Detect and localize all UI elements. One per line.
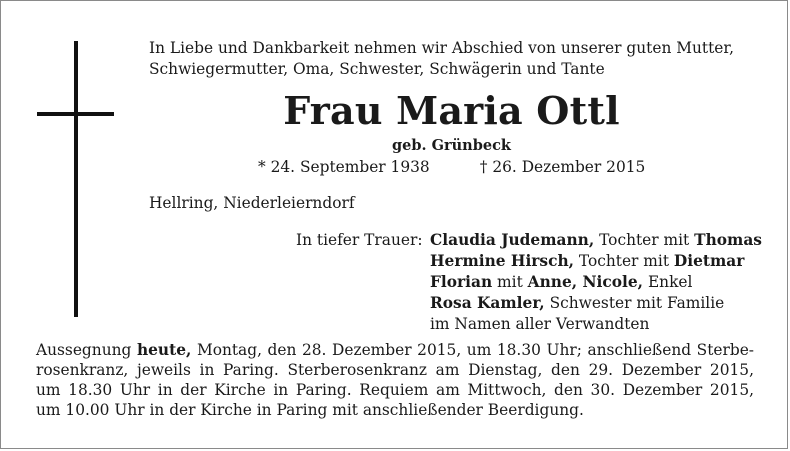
- deceased-name: Frau Maria Ottl: [283, 88, 620, 133]
- mourning-label: In tiefer Trauer:: [296, 231, 423, 249]
- mourners-list: [430, 230, 760, 335]
- service-line-1: [36, 340, 754, 360]
- mourner-line: [430, 230, 760, 251]
- birth-date: * 24. September 1938: [258, 158, 430, 176]
- mourner-relation: Schwester mit Familie: [544, 294, 725, 312]
- intro-text: [149, 38, 764, 80]
- cross-vertical-bar: [74, 41, 78, 317]
- service-line-1-post: Montag, den 28. Dezember 2015, um 18.30 Uhr; anschließend Sterbe-: [191, 341, 754, 359]
- mourner-relation: Enkel: [643, 273, 693, 291]
- mourner-name: Anne, Nicole,: [527, 273, 644, 291]
- service-line-3: um 18.30 Uhr in der Kirche in Paring. Requiem am Mittwoch, den 30. Dezember 2015,: [36, 381, 754, 399]
- address: Hellring, Niederleierndorf: [149, 194, 355, 212]
- intro-line-1: In Liebe und Dankbarkeit nehmen wir Abschied von unserer guten Mutter,: [149, 39, 734, 57]
- birth-name: geb. Grünbeck: [392, 137, 511, 154]
- death-date: † 26. Dezember 2015: [479, 158, 646, 176]
- mourner-name: Rosa Kamler,: [430, 294, 545, 312]
- service-line-1-pre: Aussegnung: [36, 341, 137, 359]
- service-line-2: rosenkranz, jeweils in Paring. Sterberosenkranz am Dienstag, den 29. Dezember 2015,: [36, 361, 754, 379]
- mourner-line: [430, 314, 760, 335]
- mourner-name: Thomas: [694, 231, 762, 249]
- service-text: [36, 340, 754, 420]
- cross-horizontal-bar: [37, 112, 114, 116]
- mourner-name: Florian: [430, 273, 493, 291]
- life-dates: [258, 157, 645, 178]
- mourner-line: [430, 293, 760, 314]
- mourner-name: Dietmar: [673, 252, 745, 270]
- mourner-relation: im Namen aller Verwandten: [430, 315, 650, 333]
- mourner-line: [430, 251, 760, 272]
- mourner-name: Claudia Judemann,: [430, 231, 595, 249]
- service-line-4: um 10.00 Uhr in der Kirche in Paring mit anschließender Beerdigung.: [36, 401, 584, 419]
- mourner-name: Hermine Hirsch,: [430, 252, 574, 270]
- mourner-relation: Tochter mit: [594, 231, 695, 249]
- service-today: heute,: [136, 341, 192, 359]
- mourner-line: [430, 272, 760, 293]
- intro-line-2: Schwiegermutter, Oma, Schwester, Schwägerin und Tante: [149, 60, 605, 78]
- mourner-relation: Tochter mit: [574, 252, 674, 270]
- mourner-relation: mit: [492, 273, 528, 291]
